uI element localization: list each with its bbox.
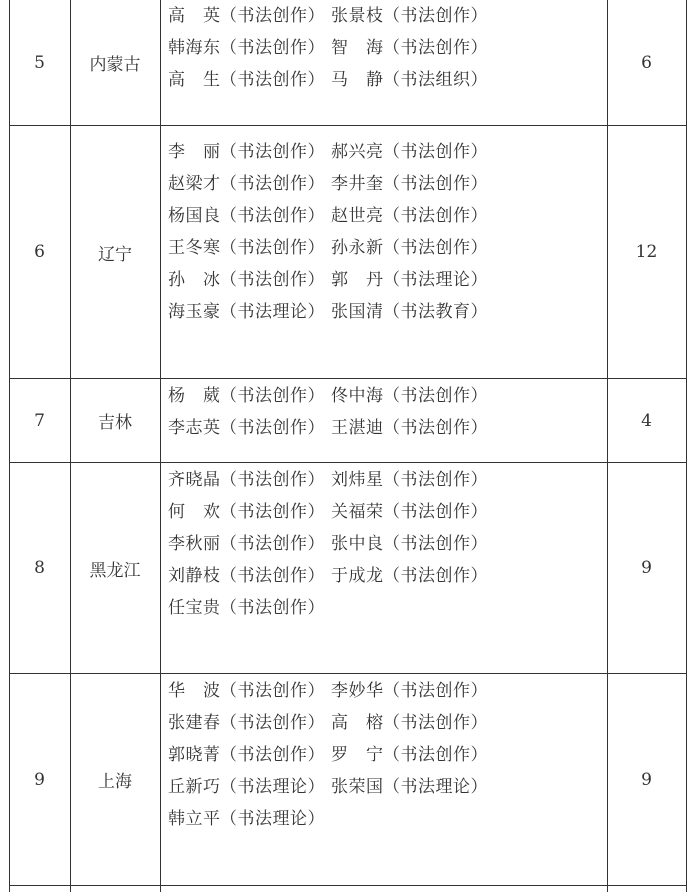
name-line (168, 739, 604, 771)
member-field: （书法创作） (220, 681, 325, 701)
member-count: 12 (635, 242, 658, 262)
member-name: 张景枝 (331, 6, 384, 26)
member-field: （书法创作） (220, 470, 325, 490)
member-name: 赵世亮 (331, 206, 384, 226)
member-name: 关福荣 (331, 502, 384, 522)
member-name: 丘新巧 (168, 777, 221, 797)
province-name: 内蒙古 (89, 55, 141, 75)
member-name: 任宝贵 (168, 598, 221, 618)
row-index: 9 (34, 769, 45, 790)
member-field: （书法创作） (220, 238, 325, 258)
member-entry (331, 380, 488, 412)
member-field: （书法教育） (383, 302, 488, 322)
member-entry (168, 771, 325, 803)
member-name: 于成龙 (331, 566, 384, 586)
name-line (168, 0, 604, 32)
member-entry (331, 675, 488, 707)
name-line (168, 771, 604, 803)
member-name: 何 欢 (168, 502, 221, 522)
member-entry (168, 592, 325, 624)
table-row (0, 379, 691, 462)
member-name: 李 丽 (168, 142, 221, 162)
member-field: （书法创作） (220, 502, 325, 522)
member-field: （书法创作） (383, 38, 488, 58)
member-entry (331, 0, 488, 32)
member-entry (168, 412, 325, 444)
member-field: （书法创作） (383, 681, 488, 701)
name-line (168, 675, 604, 707)
member-entry (331, 496, 488, 528)
member-field: （书法创作） (220, 70, 325, 90)
member-field: （书法理论） (220, 777, 325, 797)
name-line (168, 200, 604, 232)
member-entry (168, 803, 325, 835)
member-field: （书法创作） (383, 534, 488, 554)
member-field: （书法理论） (383, 270, 488, 290)
member-field: （书法创作） (383, 174, 488, 194)
member-field: （书法创作） (220, 534, 325, 554)
name-line (168, 64, 604, 96)
member-name: 郝兴亮 (331, 142, 384, 162)
member-name: 张国清 (331, 302, 384, 322)
member-entry (331, 200, 488, 232)
member-entry (331, 168, 488, 200)
name-line (168, 168, 604, 200)
member-field: （书法创作） (220, 174, 325, 194)
member-name: 高 英 (168, 6, 221, 26)
member-name: 高 生 (168, 70, 221, 90)
member-entry (168, 0, 325, 32)
member-entry (168, 168, 325, 200)
member-field: （书法创作） (220, 418, 325, 438)
member-field: （书法创作） (220, 598, 325, 618)
member-entry (168, 136, 325, 168)
member-field: （书法创作） (383, 386, 488, 406)
name-line (168, 592, 604, 624)
member-name: 高 榕 (331, 713, 384, 733)
member-name: 华 波 (168, 681, 221, 701)
name-line (168, 296, 604, 328)
member-field: （书法创作） (220, 270, 325, 290)
member-entry (331, 232, 488, 264)
member-field: （书法创作） (383, 470, 488, 490)
member-name: 罗 宁 (331, 745, 384, 765)
member-field: （书法创作） (383, 418, 488, 438)
member-entry (168, 739, 325, 771)
member-field: （书法创作） (383, 142, 488, 162)
member-field: （书法创作） (383, 745, 488, 765)
member-name: 李井奎 (331, 174, 384, 194)
table-row (0, 674, 691, 885)
member-name: 赵梁才 (168, 174, 221, 194)
name-line (168, 232, 604, 264)
member-entry (331, 528, 488, 560)
member-names (168, 0, 604, 96)
member-name: 佟中海 (331, 386, 384, 406)
member-name: 李秋丽 (168, 534, 221, 554)
member-name: 孙 冰 (168, 270, 221, 290)
member-entry (168, 707, 325, 739)
member-field: （书法创作） (383, 566, 488, 586)
province-name: 上海 (98, 772, 132, 792)
member-count: 6 (641, 52, 652, 73)
member-field: （书法理论） (220, 302, 325, 322)
member-name: 郭晓菁 (168, 745, 221, 765)
member-name: 王湛迪 (331, 418, 384, 438)
member-name: 李妙华 (331, 681, 384, 701)
member-name: 孙永新 (331, 238, 384, 258)
member-field: （书法创作） (220, 566, 325, 586)
province-name: 黑龙江 (89, 560, 141, 581)
name-line (168, 412, 604, 444)
member-name: 韩海东 (168, 38, 221, 58)
name-line (168, 707, 604, 739)
row-index: 7 (34, 410, 45, 431)
row-index: 6 (34, 242, 45, 262)
member-entry (331, 264, 488, 296)
member-field: （书法创作） (383, 238, 488, 258)
member-names (168, 136, 604, 328)
member-name: 张中良 (331, 534, 384, 554)
row-index: 5 (34, 52, 45, 73)
member-field: （书法创作） (220, 38, 325, 58)
member-entry (331, 32, 488, 64)
province-name: 辽宁 (98, 244, 132, 265)
name-line (168, 464, 604, 496)
name-line (168, 136, 604, 168)
member-name: 李志英 (168, 418, 221, 438)
member-entry (168, 380, 325, 412)
table-row (0, 463, 691, 673)
member-entry (168, 464, 325, 496)
member-entry (168, 200, 325, 232)
row-index: 8 (34, 558, 45, 578)
member-name: 郭 丹 (331, 270, 384, 290)
member-entry (168, 32, 325, 64)
member-entry (168, 64, 325, 96)
table-row (0, 126, 691, 378)
member-entry (168, 232, 325, 264)
member-field: （书法创作） (220, 6, 325, 26)
member-count: 9 (641, 769, 652, 790)
member-field: （书法创作） (220, 713, 325, 733)
member-field: （书法创作） (220, 206, 325, 226)
member-field: （书法创作） (220, 142, 325, 162)
member-names (168, 464, 604, 624)
member-name: 杨国良 (168, 206, 221, 226)
member-names (168, 380, 604, 444)
member-name: 马 静 (331, 70, 384, 90)
member-field: （书法创作） (383, 206, 488, 226)
member-entry (331, 296, 488, 328)
table-row (0, 0, 691, 125)
name-line (168, 32, 604, 64)
member-entry (331, 64, 488, 96)
name-line (168, 264, 604, 296)
member-field: （书法理论） (383, 777, 488, 797)
member-entry (331, 464, 488, 496)
member-name: 刘炜星 (331, 470, 384, 490)
member-name: 海玉豪 (168, 302, 221, 322)
member-entry (331, 771, 488, 803)
province-name: 吉林 (98, 413, 132, 433)
member-entry (168, 296, 325, 328)
member-entry (168, 528, 325, 560)
member-entry (168, 560, 325, 592)
member-names (168, 675, 604, 835)
member-field: （书法创作） (383, 6, 488, 26)
member-field: （书法创作） (220, 386, 325, 406)
member-field: （书法创作） (220, 745, 325, 765)
name-line (168, 560, 604, 592)
member-field: （书法创作） (383, 502, 488, 522)
member-name: 张建春 (168, 713, 221, 733)
row-divider (9, 885, 686, 886)
member-name: 王冬寒 (168, 238, 221, 258)
member-name: 张荣国 (331, 777, 384, 797)
member-entry (168, 264, 325, 296)
name-line (168, 496, 604, 528)
member-entry (331, 707, 488, 739)
member-entry (331, 412, 488, 444)
member-name: 杨 葳 (168, 386, 221, 406)
member-entry (331, 560, 488, 592)
member-entry (331, 739, 488, 771)
member-name: 齐晓晶 (168, 470, 221, 490)
member-name: 智 海 (331, 38, 384, 58)
member-count: 4 (641, 410, 652, 431)
member-name: 韩立平 (168, 809, 221, 829)
name-line (168, 528, 604, 560)
member-field: （书法理论） (220, 809, 325, 829)
member-entry (168, 496, 325, 528)
member-name: 刘静枝 (168, 566, 221, 586)
name-line (168, 803, 604, 835)
member-entry (331, 136, 488, 168)
member-field: （书法组织） (383, 70, 488, 90)
member-field: （书法创作） (383, 713, 488, 733)
member-entry (168, 675, 325, 707)
member-count: 9 (641, 558, 652, 578)
name-line (168, 380, 604, 412)
